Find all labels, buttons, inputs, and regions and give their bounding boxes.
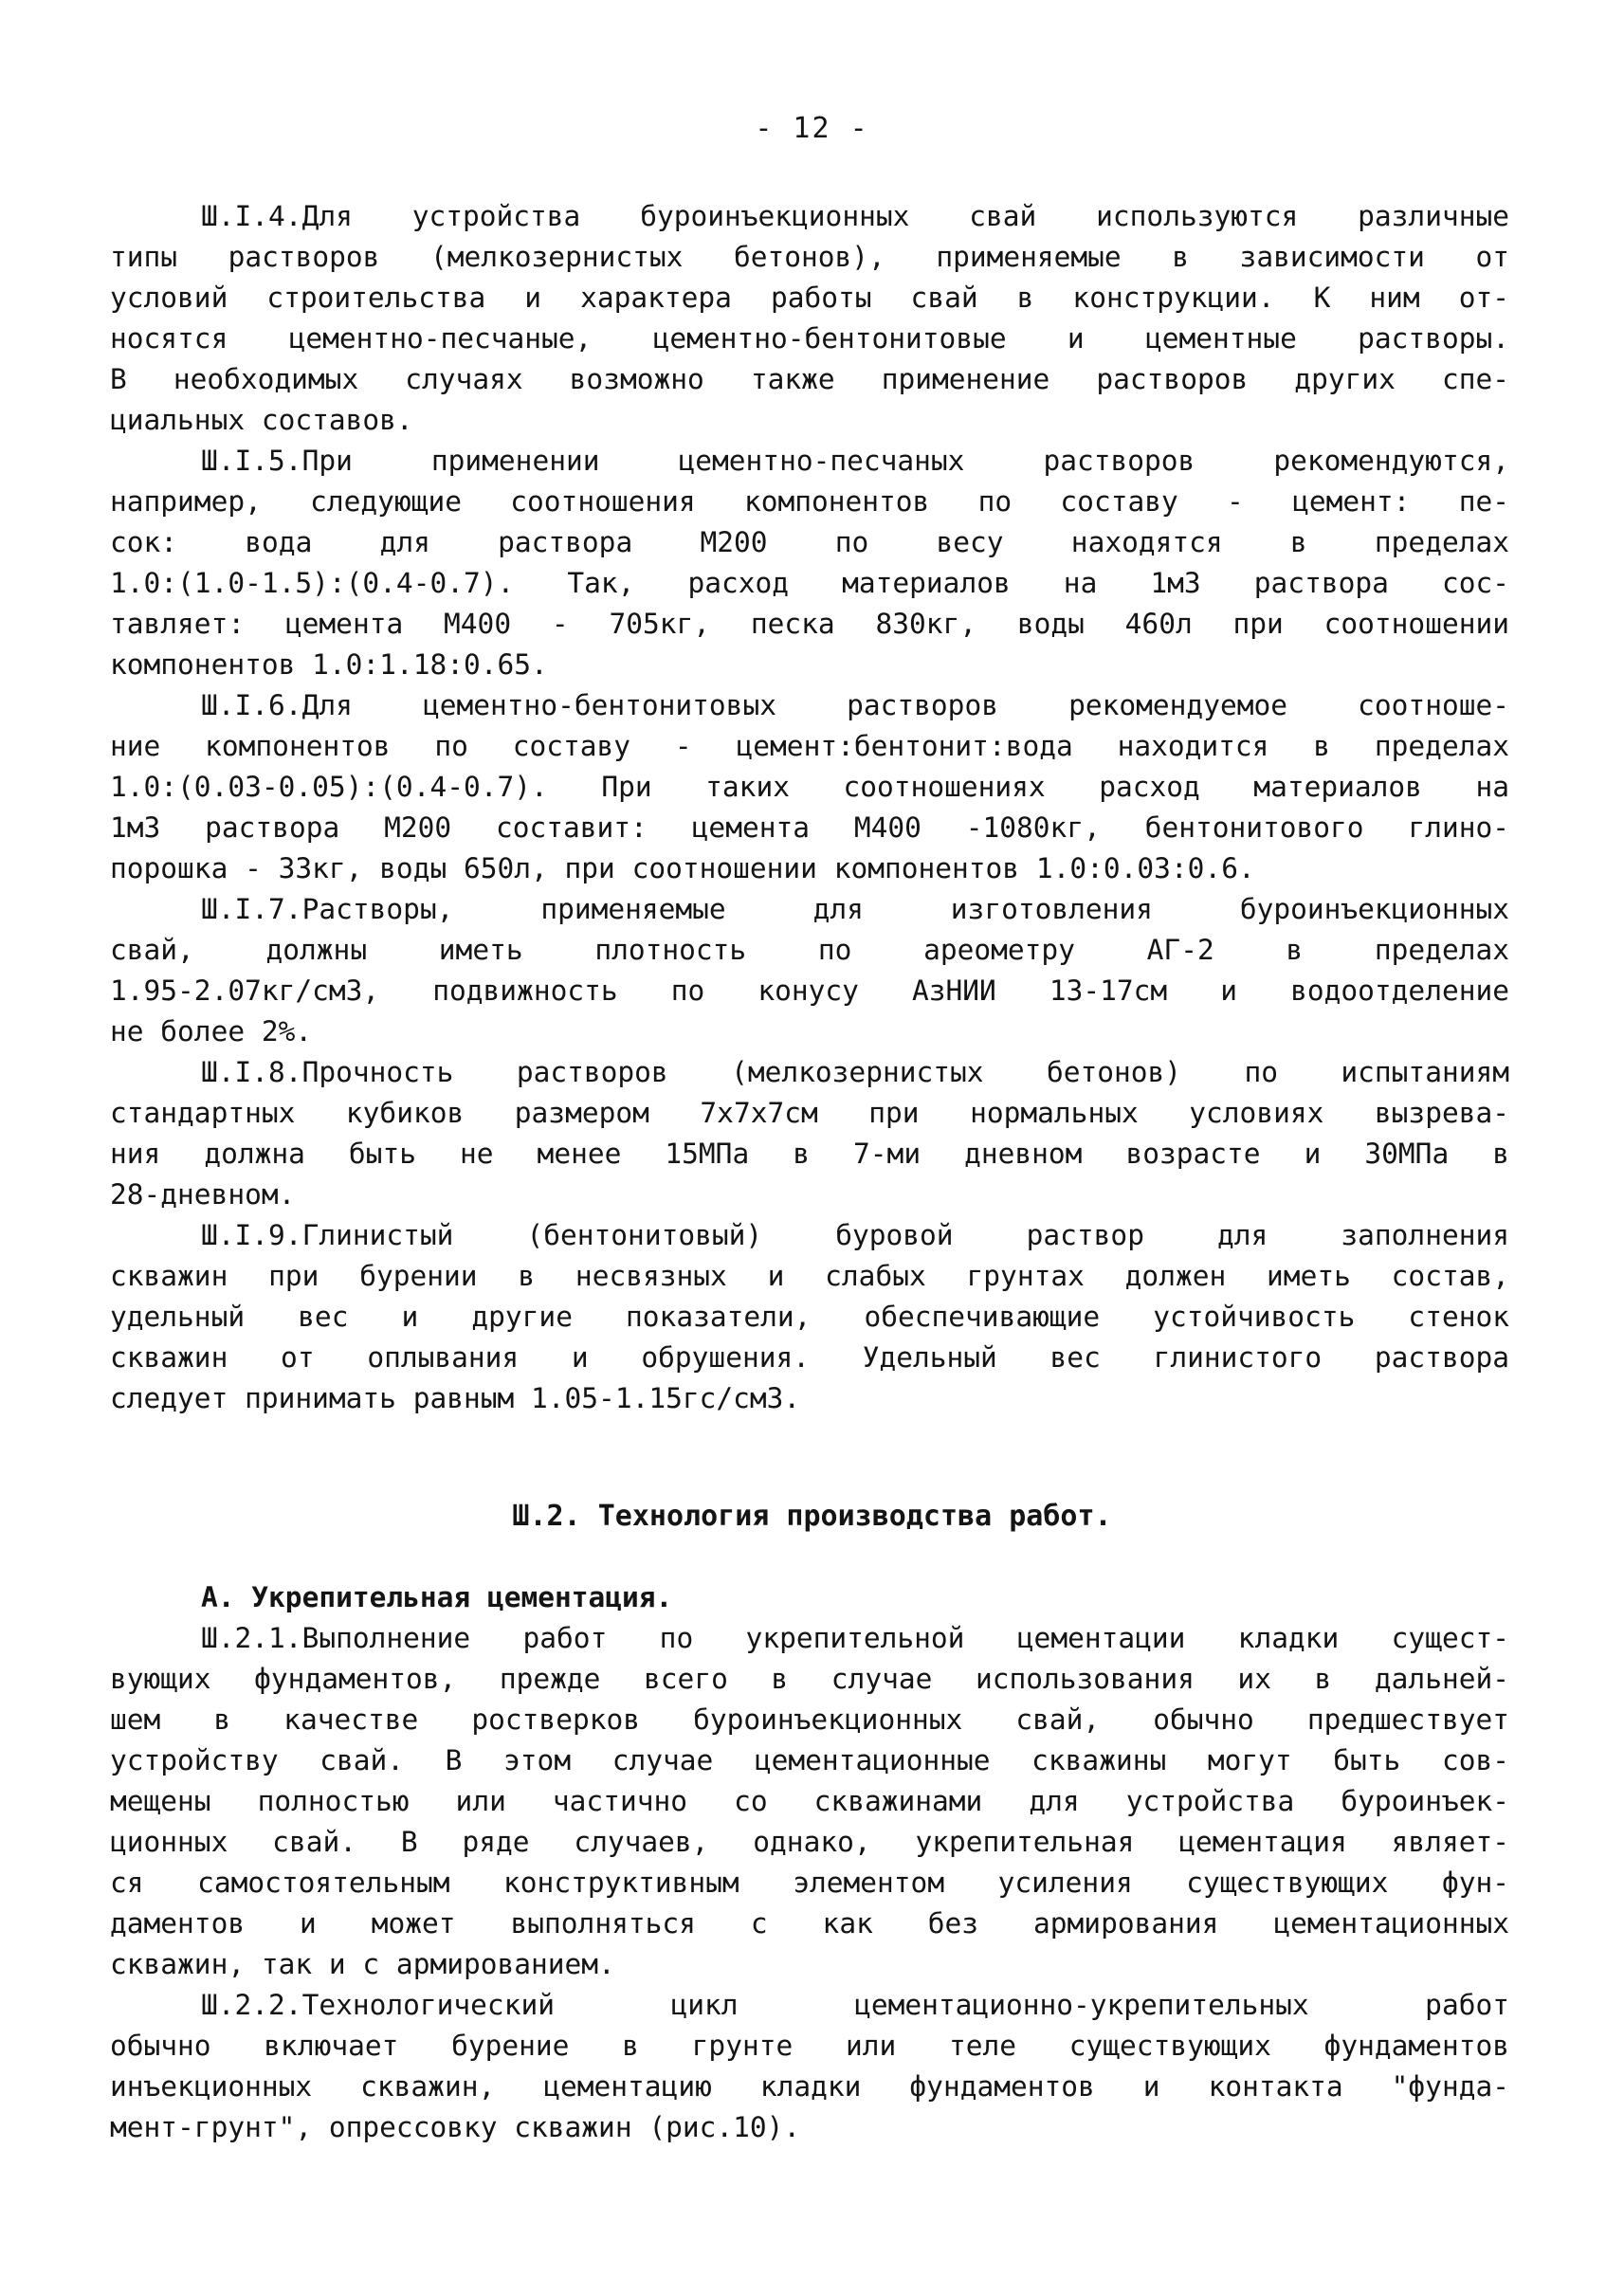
text-line: ся самостоятельным конструктивным элементом усиления существующих фун- xyxy=(110,1867,1509,1899)
text-line: следует принимать равным 1.05-1.15гс/см3. xyxy=(110,1382,801,1414)
text-line: скважин от оплывания и обрушения. Удельный вес глинистого раствора xyxy=(110,1341,1509,1374)
text-line: скважин, так и с армированием. xyxy=(110,1948,615,1980)
text-line: Ш.I.4.Для устройства буроинъекционных свай используются различные xyxy=(201,200,1509,232)
section-heading: Ш.2. Технология производства работ. xyxy=(512,1500,1112,1533)
text-line: носятся цементно-песчаные, цементно-бентонитовые и цементные растворы. xyxy=(110,322,1509,355)
text-line: ния должна быть не менее 15МПа в 7-ми дневном возрасте и 30МПа в xyxy=(110,1138,1509,1170)
text-line: шем в качестве ростверков буроинъекционных свай, обычно предшествует xyxy=(110,1703,1509,1736)
text-line: Ш.I.6.Для цементно-бентонитовых растворов рекомендуемое соотноше- xyxy=(201,689,1509,721)
text-line: условий строительства и характера работы свай в конструкции. К ним от- xyxy=(110,282,1509,314)
text-line: циальных составов. xyxy=(110,404,413,436)
text-line: Ш.I.8.Прочность растворов (мелкозернистых бетонов) по испытаниям xyxy=(201,1056,1509,1088)
text-line: например, следующие соотношения компонентов по составу - цемент: пе- xyxy=(110,485,1509,518)
text-line: стандартных кубиков размером 7х7х7см при нормальных условиях вызрева- xyxy=(110,1097,1509,1129)
text-line: 28-дневном. xyxy=(110,1178,296,1211)
text-line: типы растворов (мелкозернистых бетонов), применяемые в зависимости от xyxy=(110,241,1509,273)
subsection-heading: А. Укрепительная цементация. xyxy=(201,1581,673,1613)
text-line: порошка - 33кг, воды 650л, при соотношении компонентов 1.0:0.03:0.6. xyxy=(110,852,1255,884)
text-line: 1.95-2.07кг/см3, подвижность по конусу АзНИИ 13-17см и водоотделение xyxy=(110,974,1509,1007)
text-line: вующих фундаментов, прежде всего в случае использования их в дальней- xyxy=(110,1663,1509,1695)
text-line: Ш.I.7.Растворы, применяемые для изготовления буроинъекционных xyxy=(201,893,1509,925)
text-line: инъекционных скважин, цементацию кладки фундаментов и контакта "фунда- xyxy=(110,2070,1509,2103)
text-line: мент-грунт", опрессовку скважин (рис.10). xyxy=(110,2111,801,2143)
text-line: даментов и может выполняться с как без армирования цементационных xyxy=(110,1907,1509,1940)
text-line: тавляет: цемента М400 - 705кг, песка 830кг, воды 460л при соотношении xyxy=(110,608,1509,640)
text-line: скважин при бурении в несвязных и слабых грунтах должен иметь состав, xyxy=(110,1260,1509,1292)
text-line: 1м3 раствора М200 составит: цемента М400 -1080кг, бентонитового глино- xyxy=(110,811,1509,844)
text-line: Ш.I.5.При применении цементно-песчаных растворов рекомендуются, xyxy=(201,445,1509,477)
text-line: устройству свай. В этом случае цементационные скважины могут быть сов- xyxy=(110,1744,1509,1776)
text-line: Ш.2.1.Выполнение работ по укрепительной цементации кладки сущест- xyxy=(201,1622,1509,1654)
text-line: свай, должны иметь плотность по ареометру АГ-2 в пределах xyxy=(110,934,1509,966)
text-line: не более 2%. xyxy=(110,1015,313,1047)
text-line: Ш.I.9.Глинистый (бентонитовый) буровой раствор для заполнения xyxy=(201,1219,1509,1251)
text-line: компонентов 1.0:1.18:0.65. xyxy=(110,648,548,681)
text-line: Ш.2.2.Технологический цикл цементационно-укрепительных работ xyxy=(201,1989,1509,2021)
text-line: В необходимых случаях возможно также применение растворов других спе- xyxy=(110,363,1509,395)
text-line: ционных свай. В ряде случаев, однако, укрепительная цементация являет- xyxy=(110,1826,1509,1858)
text-line: сок: вода для раствора М200 по весу находятся в пределах xyxy=(110,526,1509,558)
text-line: мещены полностью или частично со скважинами для устройства буроинъек- xyxy=(110,1785,1509,1817)
page-number: - 12 - xyxy=(755,112,869,145)
text-line: 1.0:(1.0-1.5):(0.4-0.7). Так, расход материалов на 1м3 раствора сос- xyxy=(110,567,1509,599)
text-line: обычно включает бурение в грунте или теле существующих фундаментов xyxy=(110,2030,1509,2062)
text-line: 1.0:(0.03-0.05):(0.4-0.7). При таких соотношениях расход материалов на xyxy=(110,771,1509,803)
text-line: ние компонентов по составу - цемент:бентонит:вода находится в пределах xyxy=(110,730,1509,762)
text-line: удельный вес и другие показатели, обеспечивающие устойчивость стенок xyxy=(110,1301,1509,1333)
